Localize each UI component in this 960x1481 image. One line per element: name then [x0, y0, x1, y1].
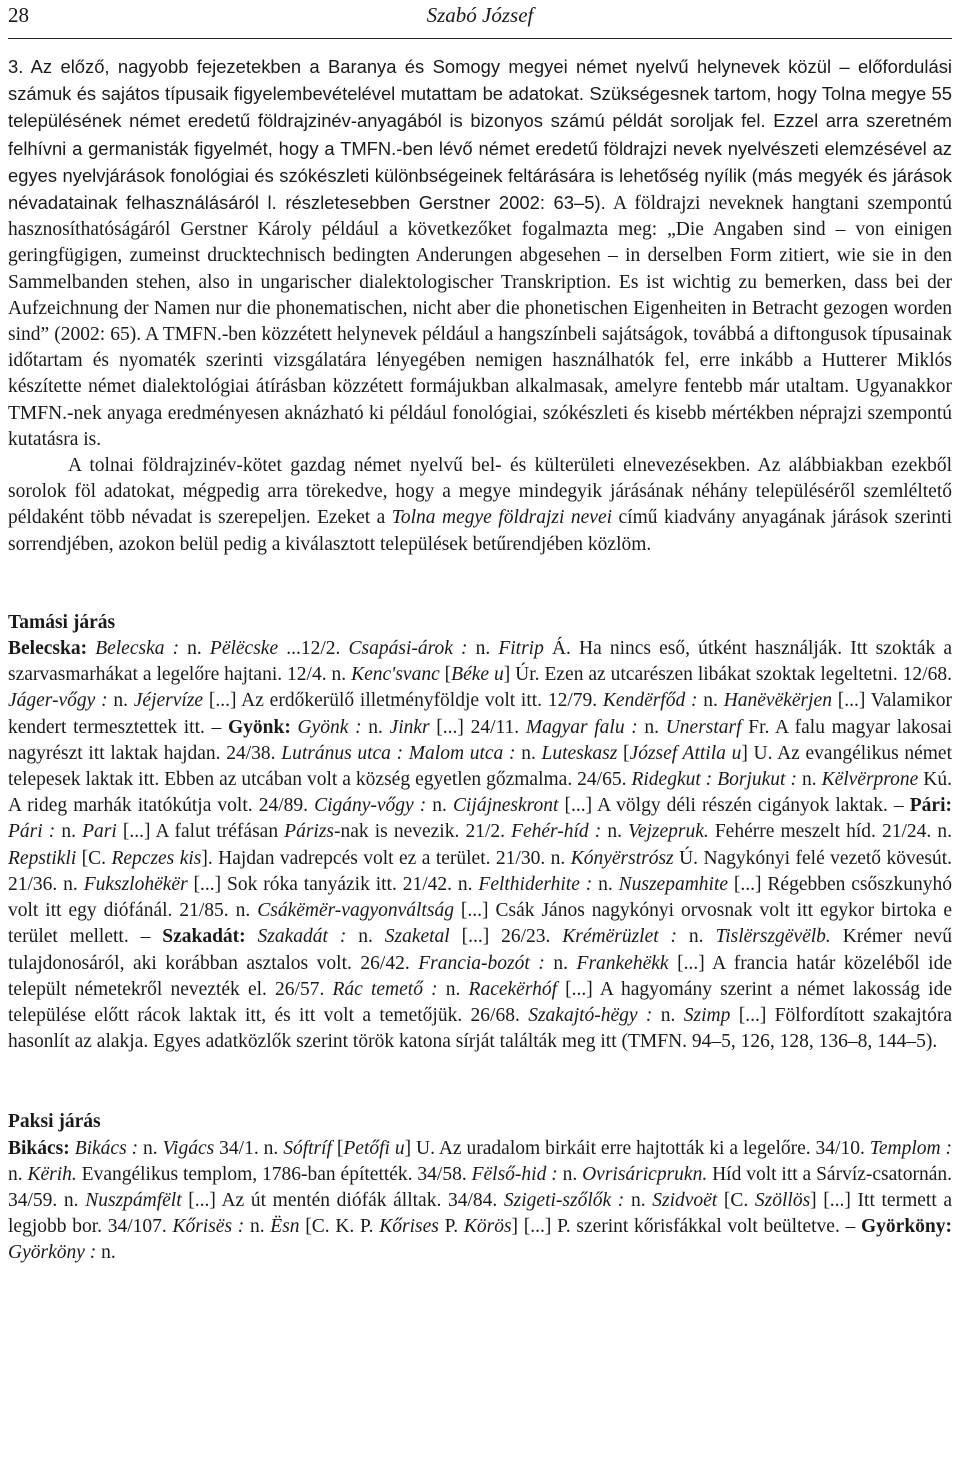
entry-text: n. — [637, 716, 666, 738]
place-name: Kendërfőd : — [602, 690, 698, 712]
place-name: Rác temető : — [332, 978, 438, 1000]
place-name: Repczes kis — [111, 847, 202, 869]
entry-text: [C. K. P. — [299, 1216, 380, 1238]
entry-text: [...] Az erdőkerülő illetményföldje volt itt. 12/79. — [203, 690, 603, 712]
place-name: Tislërszgëvëlb. — [715, 926, 831, 948]
place-name: Nuszpámfëlt — [85, 1189, 182, 1211]
entry-text: n. — [96, 1242, 116, 1264]
entry-text: n. — [244, 1216, 271, 1238]
place-name: Repstikli — [8, 847, 77, 869]
place-name: Kónyërstrósz — [570, 847, 674, 869]
section-title-paksi: Paksi járás — [8, 1111, 101, 1133]
place-name: Felthiderhite : — [478, 873, 593, 895]
place-name: Kenc'svanc — [351, 664, 440, 686]
entry-text: Evangélikus templom, 1786-ban építették. 34/58. — [76, 1163, 472, 1185]
entry-text: [...] Az út mentén diófák álltak. 34/84. — [181, 1189, 504, 1211]
settlement-name: Pári: — [909, 795, 952, 817]
entry-text — [87, 638, 95, 659]
place-name: Francia-bozót : — [418, 952, 545, 974]
intro-serif-part: A földrajzi neveknek hangtani szempontú hasznosíthatóságáról Gerstner Károly például a következőket fogalmazta meg: „Die Angaben sind – von einigen geringfügigen, zumeinst drucktechnisch bedingten Anderungen abgesehen – in derselben Form zitiert, wie sie in den Sammelbanden stehen, also in ungarischer dialektologischer Transkription. Es ist wichtig zu bemerken, dass bei der Aufzeichnung der Namen nur die phonematischen, nicht aber die phonetischen Eigenheiten in Betracht gezogen worden sind” (2002: 65). A TMFN.-ben közzétett helynevek például a hangszínbeli sajátságok, továbbá a diftongusok típusainak időtartam és nyomaték szerinti vizsgálatára lényegében nemigen használhatók fel, erre inkább a Hutterer Miklós készítette német dialektológiai átírásban közzétett formájukban alkalmasak, amelyre fentebb már utaltam. Ugyanakkor TMFN.-nek anyaga eredményesen aknázható ki például fonológiai, szókészleti és kisebb mértékben néprajzi szempontú kutatásra is. — [8, 193, 952, 450]
place-name: Szakadát : — [257, 926, 347, 948]
entry-text: n. — [361, 716, 390, 738]
place-name: Frankehëkk — [576, 952, 669, 974]
place-name: Györköny : — [8, 1242, 97, 1264]
place-name: Jáger-vőgy : — [8, 690, 108, 712]
entry-text: n. — [624, 1189, 653, 1211]
entry-text: n. — [467, 638, 499, 660]
settlement-name: Gyönk: — [227, 716, 291, 738]
intro-paragraph-1 — [8, 54, 952, 453]
entry-text: ...12/2. — [278, 638, 349, 660]
place-name: Szakajtó-hëgy : — [528, 1004, 653, 1026]
place-name: Unerstarf — [665, 716, 742, 738]
entry-text: n. — [346, 926, 385, 948]
place-name: Béke u — [451, 664, 504, 686]
entry-text: [...] 26/23. — [449, 926, 563, 948]
entry-text: Fehérre meszelt híd. 21/24. n. — [708, 821, 952, 843]
entry-text: Krémer nevű tulajdonosáról, aki korábban asztalos volt. 26/42. — [8, 926, 953, 974]
entry-text: n. — [601, 821, 629, 843]
entry-text: n. — [138, 1137, 163, 1159]
entry-text: 34/1. n. — [214, 1137, 284, 1159]
entry-text: Fr. A falu magyar lakosai nagyrészt itt laktak hajdan. 24/38. — [8, 716, 953, 764]
intro-paragraph-2 — [8, 453, 952, 558]
entry-text: [...] 24/11. — [429, 716, 526, 738]
entry-text: [ — [331, 1137, 344, 1159]
entry-text: n. — [437, 978, 469, 1000]
place-name: Luteskasz — [541, 742, 618, 764]
place-name: Vejzepruk. — [628, 821, 709, 843]
entry-text: [...] A hagyomány szerint a német lakosság ide települése előtt rácok laktak itt, és itt volt a temetőjük. 26/68. — [8, 978, 952, 1026]
entry-text: n. — [557, 1163, 583, 1185]
entry-text: ] U. Az uradalom birkáit erre hajtották ki a legelőre. 34/10. — [404, 1137, 870, 1159]
place-name: Csapási-árok : — [348, 638, 468, 660]
section-body-paksi — [8, 1136, 952, 1267]
book-title: Tolna megye földrajzi nevei — [391, 507, 613, 529]
entry-text: n. — [652, 1004, 684, 1026]
entry-text: [...] A völgy déli részén cigányok laktak. – — [558, 795, 910, 817]
entry-text — [246, 926, 258, 947]
entry-text: n. — [796, 769, 822, 791]
place-name: Szöllös — [754, 1189, 811, 1211]
place-name: Pëlëcske — [209, 638, 279, 660]
place-name: Hanëvëkërjen — [723, 690, 832, 712]
entry-text: n. — [544, 952, 577, 974]
place-name: Kërih. — [27, 1163, 77, 1185]
settlement-name: Bikács: — [8, 1137, 70, 1159]
running-header — [8, 0, 952, 39]
entry-text: ] [...] P. szerint kőrisfákkal volt beültetve. – — [511, 1216, 861, 1238]
place-name: Ovrisáricprukn. — [582, 1163, 708, 1185]
place-name: Gyönk : — [297, 716, 362, 738]
place-name: Kőrises — [379, 1216, 439, 1238]
place-name: Bikács : — [74, 1137, 139, 1159]
entry-text: ] Úr. Ezen az utcarészen libákat szoktak legeltetni. 12/68. — [503, 664, 952, 686]
place-name: Sóftríf — [283, 1137, 332, 1159]
place-name: Fëlső-hid : — [471, 1163, 558, 1185]
section-body-tamasi — [8, 636, 952, 1055]
intro-p2-text-b: című kiadvány anyagának járások szerinti sorrendjében, azokon belül pedig a kiválasztott települések betűrendjében közlöm. — [8, 507, 952, 555]
running-head-author: Szabó József — [426, 3, 534, 27]
intro-p2-text-a: A tolnai földrajzinév-kötet gazdag német nyelvű bel- és külterületi elnevezésekben. Az alábbiakban ezekből sorolok föl adatokat, mégpedig arra törekedve, hogy a megye mindegyik járásának néhány településéről szemléltető példaként több névadat is szerepeljen. Ezeket a — [8, 455, 952, 529]
entry-text: [...] Régebben csőszkunyhó volt itt egy diófánál. 21/85. n. — [8, 873, 953, 922]
place-name: Këlvërprone — [821, 769, 919, 791]
place-name: Szimp — [683, 1004, 731, 1026]
page-number: 28 — [8, 3, 29, 27]
entry-text: n. — [55, 821, 83, 843]
entry-text: ]. Hajdan vadrepcés volt ez a terület. 21/30. n. — [201, 847, 571, 869]
entry-text: ] [...] Itt termett a legjobb bor. 34/107. — [8, 1189, 953, 1238]
place-name: Pari — [82, 821, 117, 843]
place-name: Petőfi u — [343, 1137, 405, 1159]
entry-text: [ — [617, 742, 630, 764]
place-name: Fehér-híd : — [511, 821, 602, 843]
entry-text: n. — [179, 638, 210, 660]
entry-text: n. — [107, 690, 134, 712]
entry-text: P. — [438, 1216, 464, 1238]
place-name: Kőrisës : — [172, 1216, 245, 1238]
entry-text: ] U. Az evangélikus német telepesek laktak itt. Ebben az utcában volt a község egyetlen gőzmalma. 24/65. — [8, 742, 952, 791]
entry-text: n. — [677, 926, 716, 948]
entry-text: Ú. Nagykónyi felé vezető kövesút. 21/36. n. — [8, 847, 953, 895]
place-name: Cigány-vőgy : — [314, 795, 427, 817]
place-name: Szaketal — [384, 926, 450, 948]
text-body — [8, 54, 952, 1267]
entry-text: -nak is nevezik. 21/2. — [334, 821, 512, 843]
place-name: Fukszlohëkër — [83, 873, 188, 895]
entry-text: n. — [8, 1163, 28, 1185]
place-name: Cijájneskront — [453, 795, 559, 817]
entry-text: Híd volt itt a Sárvíz-csatornán. 34/59. n. — [8, 1163, 952, 1211]
place-name: Magyar falu : — [525, 716, 638, 738]
entry-text: [...] Valamikor kendert termesztettek itt. – — [8, 690, 953, 738]
place-name: Csákëmër-vagyonváltság — [257, 900, 454, 922]
place-name: Szigeti-szőlők : — [503, 1189, 625, 1211]
entry-text — [291, 717, 298, 738]
entry-text: [ — [439, 664, 452, 686]
entry-text: Kú. A rideg marhák itatókútja volt. 24/89. — [8, 769, 953, 817]
settlement-name: Szakadát: — [162, 926, 246, 948]
place-name: Ësn — [270, 1216, 300, 1238]
place-name: Körös — [463, 1216, 512, 1238]
entry-text: [C. — [76, 847, 112, 869]
place-name: Fitrip — [498, 638, 544, 660]
place-name: Racekërhóf — [468, 978, 557, 1000]
place-name: Ridegkut : Borjukut : — [631, 769, 797, 791]
entry-text: n. — [515, 742, 542, 764]
entry-text: [...] Sok róka tanyázik itt. 21/42. n. — [187, 873, 479, 895]
place-name: Pári : — [8, 821, 56, 843]
place-name: Lutránus utca : Malom utca : — [281, 742, 516, 764]
entry-text: [...] A falut tréfásan — [116, 821, 285, 843]
place-name: Vigács — [162, 1137, 215, 1159]
entry-text: n. — [426, 795, 453, 817]
place-name: Jinkr — [389, 716, 430, 738]
place-name: Szidvoët — [652, 1189, 718, 1211]
place-name: Templom : — [869, 1137, 952, 1159]
place-name: Belecska : — [95, 638, 180, 660]
place-name: Párizs — [284, 821, 335, 843]
entry-text: [...] Csák János nagykónyi orvosnak volt itt egykor birtoka e terület mellett. – — [8, 900, 952, 948]
place-name: Krémërüzlet : — [562, 926, 678, 948]
entry-text: n. — [592, 873, 619, 895]
entry-text: [C. — [717, 1189, 755, 1211]
settlement-name: Belecska: — [8, 638, 88, 660]
place-name: Nuszepamhite — [618, 873, 729, 895]
entry-text: n. — [697, 690, 724, 712]
entry-text: [...] Fölfordított szakajtóra hasonlít az alakja. Egyes adatközlők szerint török katona sírját találták meg itt (TMFN. 94–5, 126, 128, 136–8, 144–5). — [8, 1004, 952, 1053]
page — [8, 0, 953, 1264]
place-name: József Attila u — [629, 742, 742, 764]
entry-text: Á. Ha nincs eső, útként használják. Itt szokták a szarvasmarhákat a legelőre hajtani. 12/4. n. — [8, 638, 952, 686]
intro-sans-part: 3. Az előző, nagyobb fejezetekben a Baranya és Somogy megyei német nyelvű helynevek közül – előfordulási számuk és sajátos típusaik figyelembevételével mutattam be adatokat. Szükségesnek tartom, hogy Tolna megye 55 településének német eredetű földrajzinév-anyagából is bizonyos számú példát soroljak fel. Ezzel arra szeretném felhívni a germanisták figyelmét, hogy a TMFN.-ben lévő német eredetű földrajzi nevek nyelvészeti elemzésével az egyes nyelvjárások fonológiai és szókészleti különbségeinek feltárására is lehetőség nyílik (más megyék és járások névadatainak felhasználásáról l. részletesebben Gerstner 2002: 63–5). — [8, 56, 952, 214]
place-name: Jéjervíze — [133, 690, 204, 712]
section-title-tamasi: Tamási járás — [8, 611, 116, 633]
entry-text: [...] A francia határ közeléből ide települt németekről nevezték el. 26/57. — [8, 952, 953, 1000]
settlement-name: Györköny: — [861, 1216, 953, 1238]
